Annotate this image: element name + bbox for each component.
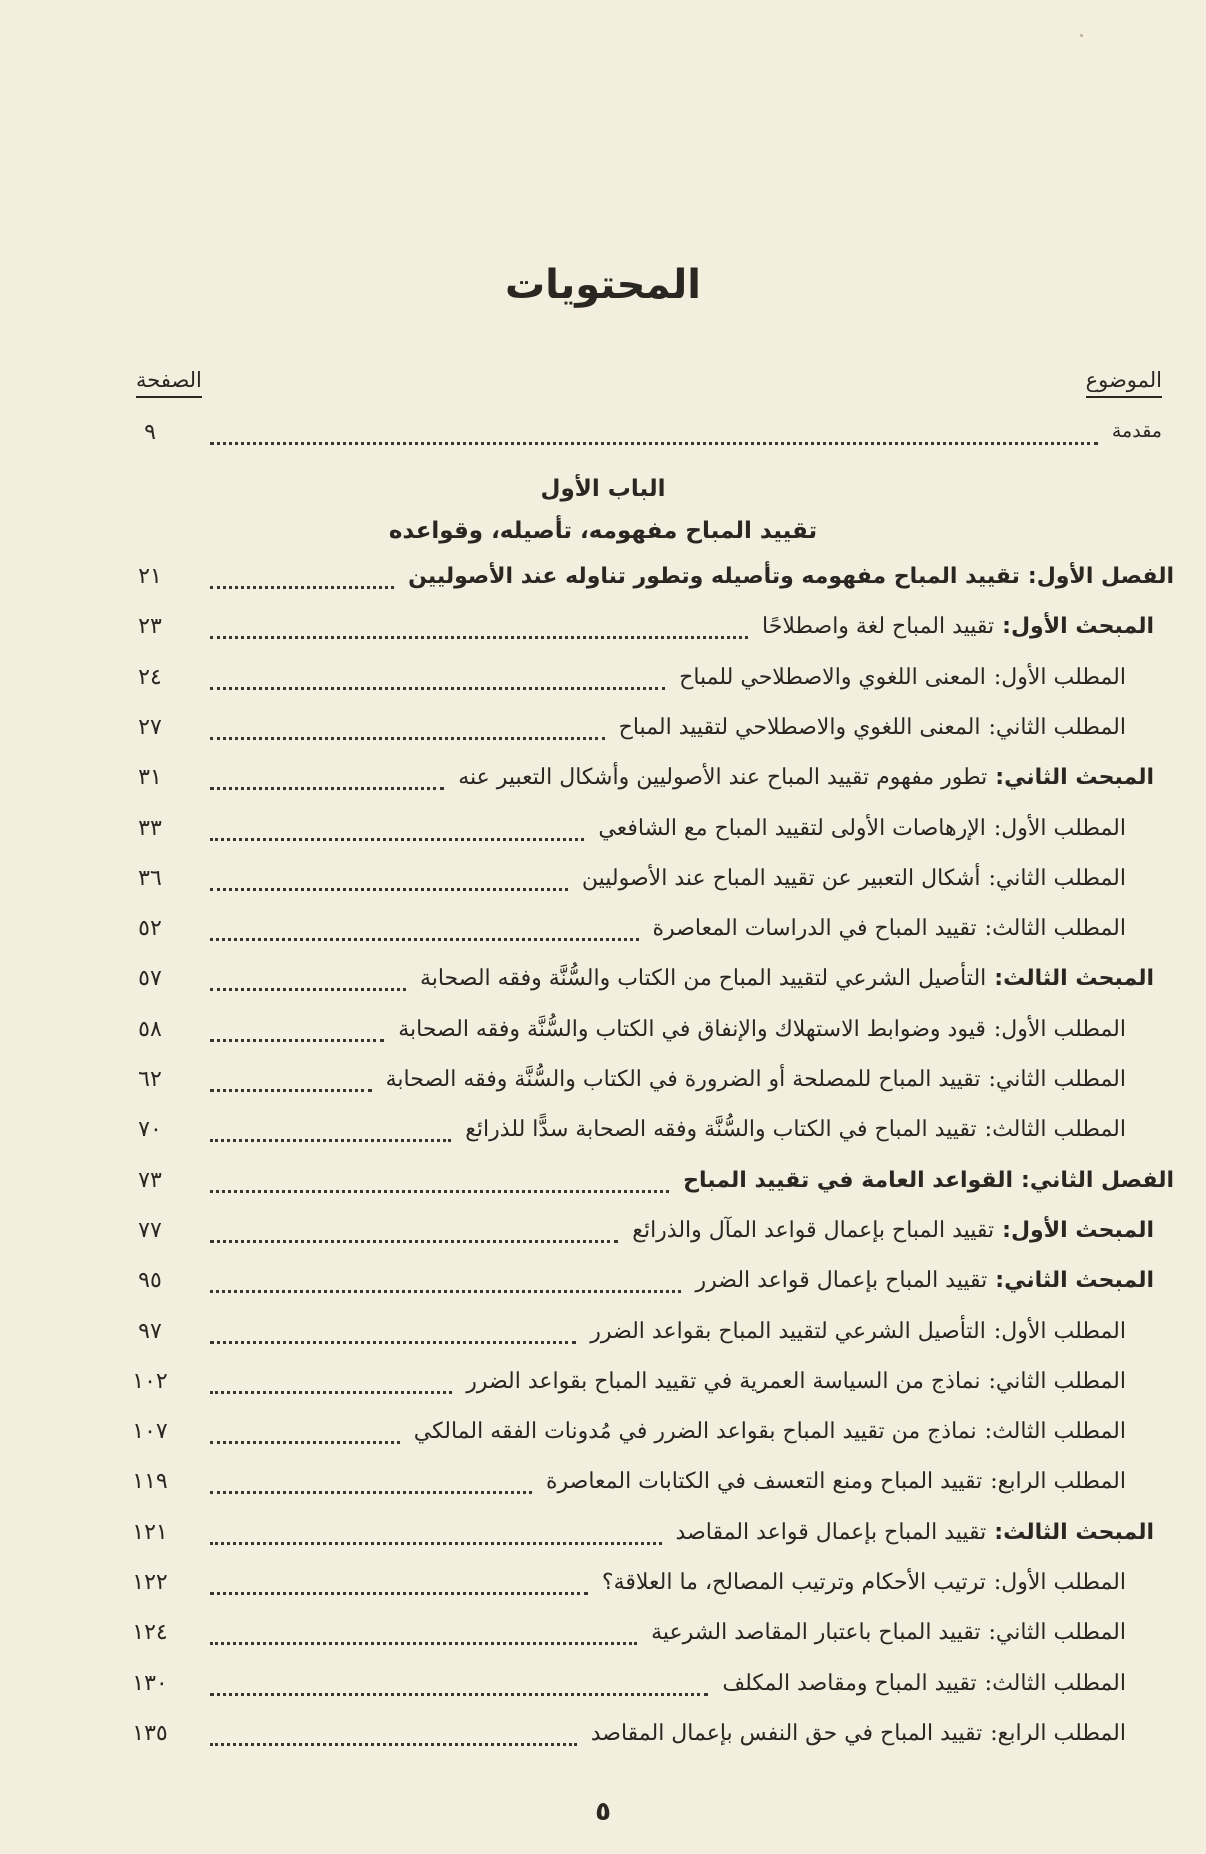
toc-leader-dots (210, 1624, 637, 1645)
toc-leader-dots (210, 618, 748, 639)
toc-row (0, 1017, 1206, 1057)
toc-page-number: ٩٥ (138, 1268, 162, 1294)
toc-entry-label: المطلب الأول: (993, 1570, 1126, 1595)
toc-page-number: ٩ (144, 420, 156, 445)
toc-entry-label: المبحث الثالث: (994, 966, 1154, 992)
topic-column-header (1086, 368, 1162, 398)
toc-leader-dots (210, 1021, 384, 1042)
toc-entry (602, 1570, 1126, 1595)
toc-page-number: ٣٦ (138, 865, 162, 891)
toc-entry-label: المطلب الثالث: (984, 1117, 1126, 1143)
toc-entry (420, 966, 1154, 991)
toc-entry-text: تقييد المباح ومقاصد المكلف (722, 1670, 977, 1696)
toc-leader-dots (210, 870, 568, 891)
toc-entry (632, 1218, 1154, 1243)
toc-row (0, 665, 1206, 705)
toc-entry-text: تطور مفهوم تقييد المباح عند الأصوليين وأشكال التعبير عنه (458, 765, 988, 791)
toc-entry-label: المطلب الثالث: (984, 916, 1126, 942)
toc-entry-text: ترتيب الأحكام وترتيب المصالح، ما العلاقة؟ (601, 1570, 986, 1595)
toc-entry-label: المطلب الأول: (993, 1318, 1126, 1344)
toc-page-number: ٢٧ (138, 714, 162, 740)
toc-row (0, 816, 1206, 856)
toc-row (0, 564, 1206, 604)
page-header-text: الصفحة (136, 368, 202, 392)
toc-leader-dots (210, 769, 444, 790)
toc-row (0, 1117, 1206, 1157)
toc-entry (1112, 420, 1162, 442)
toc-row (0, 1469, 1206, 1509)
toc-entry (653, 916, 1126, 941)
toc-entry-text: تقييد المباح في الكتاب والسُّنَّة وفقه الصحابة سدًّا للذرائع (465, 1117, 977, 1143)
page-column-header (136, 368, 202, 398)
toc-leader-dots (210, 1725, 577, 1746)
toc-entry-text: التأصيل الشرعي لتقييد المباح من الكتاب والسُّنَّة وفقه الصحابة (419, 966, 987, 992)
toc-entry-label: المطلب الثاني: (988, 865, 1126, 891)
toc-entry-text: تقييد المباح في الدراسات المعاصرة (652, 916, 977, 942)
toc-page-number: ١٢٢ (132, 1570, 168, 1595)
toc-leader-dots (210, 920, 639, 941)
toc-row (0, 1168, 1206, 1208)
toc-entry (398, 1017, 1126, 1042)
toc-leader-dots (210, 669, 665, 690)
toc-leader-dots (210, 1373, 452, 1394)
toc-page-number: ٣٣ (138, 815, 162, 841)
toc-page-number: ١٣٥ (132, 1720, 168, 1746)
toc-row (0, 1520, 1206, 1560)
toc-entry-label: المطلب الرابع: (990, 1469, 1126, 1495)
toc-entry-label: المطلب الثالث: (984, 1419, 1126, 1445)
toc-row (0, 1268, 1206, 1308)
toc-leader-dots (210, 1524, 662, 1545)
toc-page-number: ٥٨ (138, 1016, 162, 1042)
toc-page-number: ١١٩ (132, 1469, 168, 1495)
toc-entry (676, 1520, 1154, 1545)
toc-leader-dots (210, 970, 406, 991)
toc-entry-label: المطلب الثالث: (984, 1670, 1126, 1696)
toc-entry-label: المطلب الثاني: (988, 714, 1126, 740)
page-folio-number: ٥ (595, 1797, 611, 1827)
paper-speck (1080, 34, 1083, 37)
toc-entry-text: تقييد المباح بإعمال قواعد المقاصد (675, 1519, 987, 1545)
toc-entry-text: القواعد العامة في تقييد المباح (683, 1167, 1014, 1193)
toc-entry-label: المبحث الأول: (1002, 1217, 1154, 1243)
toc-page-number: ١٣٠ (132, 1670, 168, 1696)
toc-entry-text: أشكال التعبير عن تقييد المباح عند الأصوليين (581, 865, 981, 891)
toc-entry (466, 1369, 1126, 1394)
toc-leader-dots (210, 1222, 618, 1243)
toc-entry-text: نماذج من السياسة العمرية في تقييد المباح بقواعد الضرر (466, 1368, 981, 1394)
toc-entry (465, 1117, 1126, 1142)
toc-entry (546, 1469, 1126, 1494)
toc-page-number: ٧٣ (138, 1167, 162, 1193)
toc-row (0, 1671, 1206, 1711)
toc-entry (651, 1620, 1126, 1645)
toc-row (0, 1319, 1206, 1359)
toc-entry-label: المطلب الثاني: (988, 1620, 1126, 1646)
toc-leader-dots (210, 1574, 588, 1595)
toc-page-number: ٧٧ (138, 1217, 162, 1243)
part-heading: الباب الأول (540, 476, 666, 502)
toc-leader-dots (210, 424, 1098, 445)
toc-entry-text: قيود وضوابط الاستهلاك والإنفاق في الكتاب والسُّنَّة وفقه الصحابة (398, 1016, 986, 1042)
toc-entry (590, 1319, 1126, 1344)
toc-entry-text: المعنى اللغوي والاصطلاحي للمباح (679, 664, 986, 690)
toc-entry-text: مقدمة (1111, 420, 1162, 442)
toc-row (0, 765, 1206, 805)
toc-entry-label: المطلب الرابع: (990, 1720, 1126, 1746)
toc-leader-dots (210, 1071, 372, 1092)
toc-entry-text: تقييد المباح بإعمال قواعد المآل والذرائع (632, 1217, 995, 1243)
toc-page-number: ١٠٧ (132, 1419, 168, 1445)
toc-row (0, 1721, 1206, 1761)
toc-entry (591, 1721, 1126, 1746)
toc-leader-dots (210, 1121, 451, 1142)
toc-row (0, 715, 1206, 755)
toc-row (0, 1218, 1206, 1258)
toc-entry-label: المبحث الثالث: (994, 1519, 1154, 1545)
toc-entry-label: المطلب الأول: (993, 664, 1126, 690)
toc-row (0, 966, 1206, 1006)
toc-entry-label: المطلب الثاني: (988, 1067, 1126, 1092)
toc-entry (598, 816, 1126, 841)
toc-leader-dots (210, 1272, 681, 1293)
toc-page-number: ٢٣ (138, 614, 162, 640)
toc-entry (619, 715, 1126, 740)
toc-entry-label: المبحث الأول: (1002, 614, 1154, 640)
toc-row (0, 866, 1206, 906)
toc-row (0, 1369, 1206, 1409)
toc-page-number: ٥٧ (138, 966, 162, 992)
toc-entry (683, 1168, 1174, 1193)
topic-header-text: الموضوع (1085, 368, 1162, 392)
toc-entry-label: المطلب الأول: (993, 815, 1126, 841)
toc-leader-dots (210, 1675, 708, 1696)
toc-page-number: ٥٢ (138, 916, 162, 942)
topic-header-underline (1086, 396, 1162, 398)
toc-entry-text: المعنى اللغوي والاصطلاحي لتقييد المباح (618, 714, 981, 740)
toc-row (0, 1620, 1206, 1660)
toc-entry-label: المبحث الثاني: (995, 765, 1154, 791)
page-title: المحتويات (504, 262, 701, 308)
toc-leader-dots (210, 719, 605, 740)
toc-entry-label: الفصل الأول: (1027, 564, 1174, 589)
toc-page-number: ٢١ (138, 564, 162, 589)
toc-entry-text: تقييد المباح ومنع التعسف في الكتابات المعاصرة (545, 1469, 983, 1495)
toc-page-number: ١٢٤ (132, 1620, 168, 1646)
toc-entry (679, 665, 1126, 690)
toc-leader-dots (210, 1473, 532, 1494)
toc-row (0, 1067, 1206, 1107)
toc-entry-label: المطلب الثاني: (988, 1368, 1126, 1394)
toc-entry (582, 866, 1126, 891)
toc-entry (414, 1419, 1126, 1444)
toc-entry-text: تقييد المباح لغة واصطلاحًا (762, 614, 995, 640)
toc-entry (695, 1268, 1154, 1293)
toc-leader-dots (210, 820, 584, 841)
toc-entry (458, 765, 1154, 790)
toc-entry-text: تقييد المباح في حق النفس بإعمال المقاصد (590, 1720, 983, 1746)
toc-leader-dots (210, 1172, 669, 1193)
toc-page-number: ٢٤ (138, 664, 162, 690)
toc-row (0, 1419, 1206, 1459)
toc-entry-label: الفصل الثاني: (1021, 1167, 1174, 1193)
page-header-underline (136, 396, 202, 398)
toc-row-intro (0, 420, 1206, 460)
toc-row (0, 1570, 1206, 1610)
toc-row (0, 614, 1206, 654)
toc-entry-label: المبحث الثاني: (995, 1268, 1154, 1294)
toc-leader-dots (210, 568, 394, 589)
toc-entry (762, 614, 1154, 639)
toc-page-number: ٧٠ (138, 1117, 162, 1143)
toc-leader-dots (210, 1323, 576, 1344)
toc-entry-text: التأصيل الشرعي لتقييد المباح بقواعد الضرر (590, 1318, 986, 1344)
toc-page-number: ٩٧ (138, 1318, 162, 1344)
toc-entry-text: نماذج من تقييد المباح بقواعد الضرر في مُدونات الفقه المالكي (413, 1419, 977, 1445)
toc-page-number: ١٢١ (132, 1519, 168, 1545)
toc-page-number: ٦٢ (138, 1067, 162, 1092)
toc-entry-text: تقييد المباح مفهومه وتأصيله وتطور تناوله عند الأصوليين (408, 564, 1020, 589)
toc-entry-text: تقييد المباح باعتبار المقاصد الشرعية (651, 1620, 981, 1646)
toc-entry-text: الإرهاصات الأولى لتقييد المباح مع الشافعي (598, 815, 986, 841)
toc-entry (722, 1671, 1126, 1696)
toc-page-number: ١٠٢ (132, 1368, 168, 1394)
toc-leader-dots (210, 1423, 400, 1444)
part-subheading: تقييد المباح مفهومه، تأصيله، وقواعده (388, 518, 818, 544)
toc-entry-label: المطلب الأول: (993, 1016, 1126, 1042)
toc-entry-text: تقييد المباح بإعمال قواعد الضرر (695, 1268, 988, 1294)
toc-entry (386, 1067, 1126, 1092)
toc-row (0, 916, 1206, 956)
toc-page-number: ٣١ (138, 765, 162, 791)
toc-entry (408, 564, 1174, 589)
toc-entry-text: تقييد المباح للمصلحة أو الضرورة في الكتاب والسُّنَّة وفقه الصحابة (385, 1067, 981, 1092)
